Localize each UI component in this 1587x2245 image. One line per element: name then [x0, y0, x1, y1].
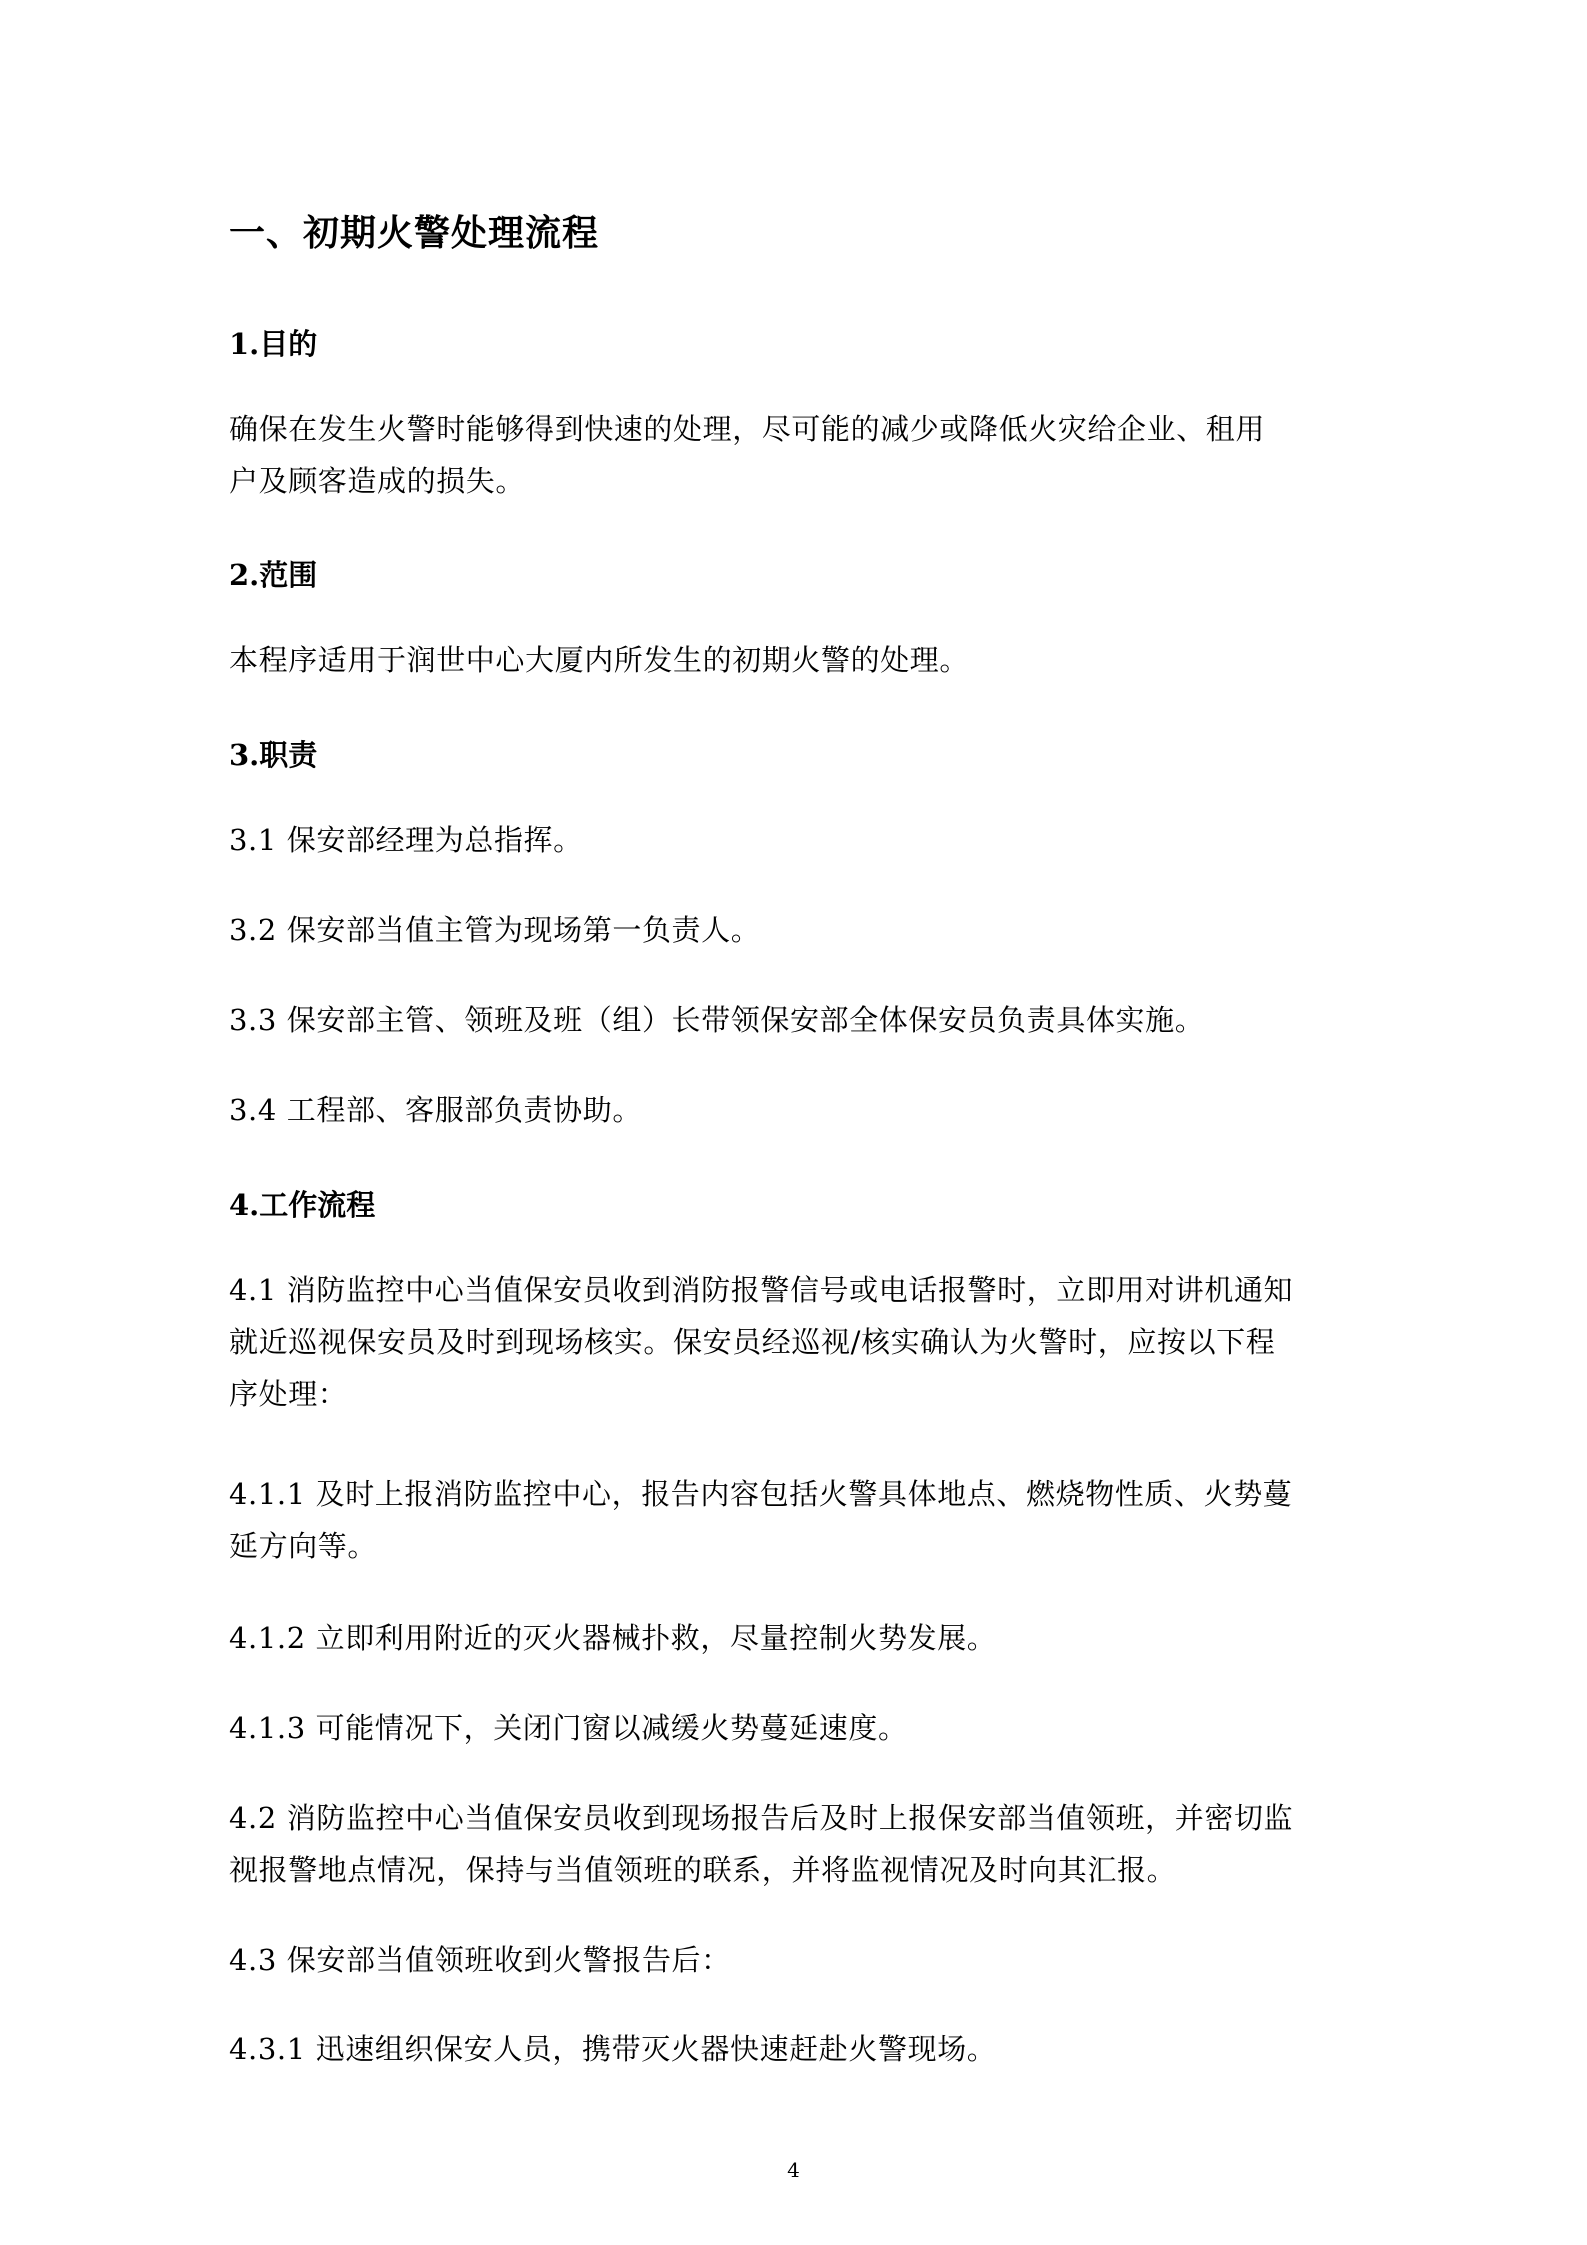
paragraph-purpose: [229, 403, 1364, 507]
paragraph-3-4: [229, 1084, 1364, 1136]
paragraph-line: 序处理：: [229, 1377, 348, 1411]
paragraph-line: 户及顾客造成的损失。: [229, 464, 526, 498]
paragraph-line: 本程序适用于润世中心大厦内所发生的初期火警的处理。: [229, 643, 970, 677]
paragraph-4-2: [229, 1792, 1364, 1896]
paragraph-4-3: [229, 1934, 1364, 1986]
paragraph-line: 4.2 消防监控中心当值保安员收到现场报告后及时上报保安部当值领班，并密切监: [229, 1801, 1294, 1835]
section-heading-scope: 2.范围: [229, 558, 318, 592]
page-title: 一、初期火警处理流程: [229, 212, 600, 254]
section-heading-responsibilities: 3.职责: [229, 738, 318, 772]
paragraph-line: 4.1 消防监控中心当值保安员收到消防报警信号或电话报警时，立即用对讲机通知: [229, 1273, 1294, 1307]
section-heading-workflow: 4.工作流程: [229, 1188, 376, 1222]
paragraph-line: 4.1.1 及时上报消防监控中心，报告内容包括火警具体地点、燃烧物性质、火势蔓: [229, 1477, 1293, 1511]
paragraph-line: 3.1 保安部经理为总指挥。: [229, 823, 583, 857]
paragraph-line: 确保在发生火警时能够得到快速的处理，尽可能的减少或降低火灾给企业、租用: [229, 412, 1266, 446]
paragraph-3-3: [229, 994, 1364, 1046]
paragraph-line: 3.3 保安部主管、领班及班（组）长带领保安部全体保安员负责具体实施。: [229, 1003, 1205, 1037]
paragraph-4-3-1: [229, 2023, 1364, 2075]
paragraph-line: 就近巡视保安员及时到现场核实。保安员经巡视/核实确认为火警时，应按以下程: [229, 1325, 1276, 1359]
paragraph-line: 3.4 工程部、客服部负责协助。: [229, 1093, 642, 1127]
paragraph-line: 4.1.2 立即利用附近的灭火器械扑救，尽量控制火势发展。: [229, 1621, 997, 1655]
paragraph-scope: [229, 634, 1364, 686]
paragraph-line: 视报警地点情况，保持与当值领班的联系，并将监视情况及时向其汇报。: [229, 1853, 1177, 1887]
paragraph-line: 3.2 保安部当值主管为现场第一负责人。: [229, 913, 761, 947]
paragraph-line: 4.1.3 可能情况下，关闭门窗以减缓火势蔓延速度。: [229, 1711, 908, 1745]
section-heading-purpose: 1.目的: [229, 327, 318, 361]
paragraph-3-2: [229, 904, 1364, 956]
paragraph-4-1: [229, 1264, 1364, 1420]
paragraph-4-1-2: [229, 1612, 1364, 1664]
paragraph-line: 4.3.1 迅速组织保安人员，携带灭火器快速赶赴火警现场。: [229, 2032, 997, 2066]
paragraph-3-1: [229, 814, 1364, 866]
paragraph-line: 4.3 保安部当值领班收到火警报告后：: [229, 1943, 731, 1977]
paragraph-4-1-1: [229, 1468, 1364, 1572]
page-number: 4: [787, 2158, 800, 2182]
paragraph-4-1-3: [229, 1702, 1364, 1754]
paragraph-line: 延方向等。: [229, 1529, 378, 1563]
